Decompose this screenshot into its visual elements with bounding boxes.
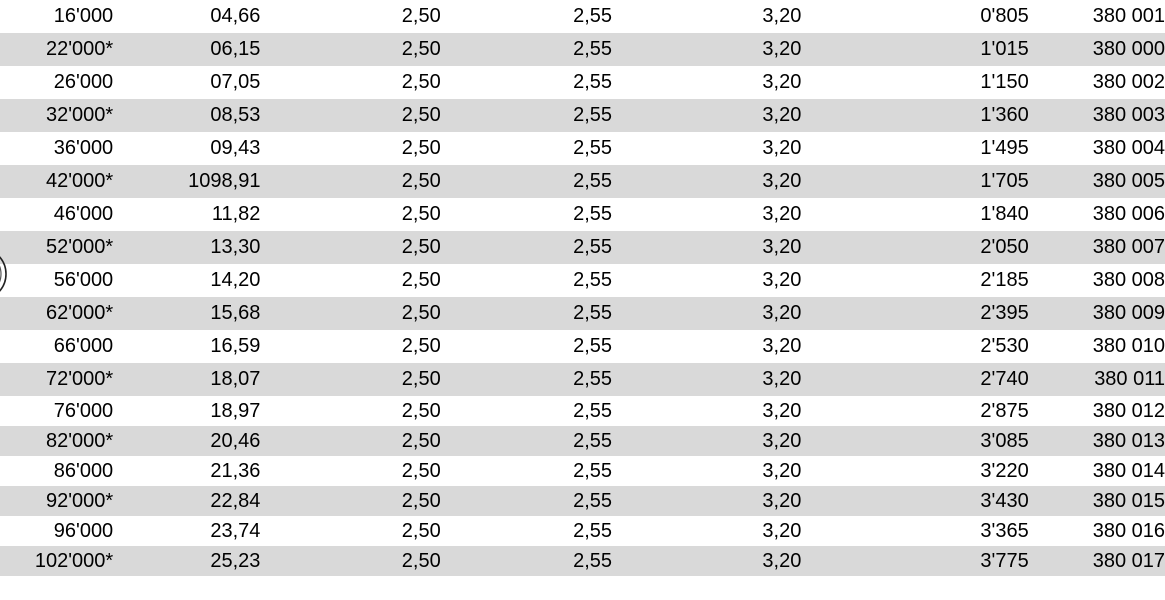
- table-row: [0, 33, 1165, 66]
- table-cell: 380 015: [1029, 486, 1165, 516]
- table-cell: 380 003: [1029, 99, 1165, 132]
- table-cell: 2,55: [441, 426, 612, 456]
- table-cell: 20,46: [113, 426, 260, 456]
- table-cell: 3,20: [612, 426, 801, 456]
- table-cell: 1'015: [801, 33, 1028, 66]
- table-row: [0, 456, 1165, 486]
- table-cell: 3,20: [612, 486, 801, 516]
- table-row: [0, 264, 1165, 297]
- table-cell: 32'000*: [0, 99, 113, 132]
- table-cell: 08,53: [113, 99, 260, 132]
- table-cell: 42'000*: [0, 165, 113, 198]
- table-cell: 2,55: [441, 297, 612, 330]
- table-row: [0, 330, 1165, 363]
- table-row: [0, 297, 1165, 330]
- table-cell: 2,55: [573, 5, 613, 27]
- table-cell: 1'495: [980, 137, 1029, 159]
- table-cell: 11,82: [211, 203, 261, 225]
- table-cell: 15,68: [113, 297, 260, 330]
- table-cell: 04,66: [210, 5, 261, 27]
- table-row: [0, 0, 1165, 33]
- table-cell: 2,50: [401, 5, 441, 27]
- table-cell: 3'775: [801, 546, 1028, 576]
- table-cell: 1'840: [980, 203, 1029, 225]
- table-cell: 92'000*: [0, 486, 113, 516]
- table-cell: 21,36: [210, 460, 261, 482]
- table-cell: 380 013: [1029, 426, 1165, 456]
- table-cell: 46'000: [53, 203, 114, 225]
- table-cell: 380 002: [1092, 71, 1165, 93]
- table-cell: 2'185: [980, 269, 1029, 291]
- table-cell: 3,20: [762, 5, 802, 27]
- table-cell: 380 006: [1092, 203, 1165, 225]
- table-cell: 2,50: [260, 546, 440, 576]
- table-row: [0, 486, 1165, 516]
- table-cell: 380 009: [1029, 297, 1165, 330]
- table-cell: 380 001: [1092, 5, 1165, 27]
- table-cell: 23,74: [210, 520, 261, 542]
- table-cell: 3,20: [762, 335, 802, 357]
- table-cell: 2'395: [801, 297, 1028, 330]
- table-cell: 102'000*: [0, 546, 113, 576]
- table-cell: 380 010: [1092, 335, 1165, 357]
- table-cell: 3,20: [762, 269, 802, 291]
- table-row: [0, 198, 1165, 231]
- table-cell: 2,50: [401, 269, 441, 291]
- table-cell: 22,84: [113, 486, 260, 516]
- table-cell: 13,30: [113, 231, 260, 264]
- table-cell: 2,55: [441, 33, 612, 66]
- table-cell: 3,20: [762, 137, 802, 159]
- table-cell: 2'050: [801, 231, 1028, 264]
- table-cell: 18,97: [210, 400, 261, 422]
- table-cell: 380 008: [1092, 269, 1165, 291]
- table-cell: 2,55: [441, 486, 612, 516]
- table-cell: 52'000*: [0, 231, 113, 264]
- table-cell: 18,07: [113, 363, 260, 396]
- table-cell: 2,50: [401, 460, 441, 482]
- table-cell: 2,50: [401, 137, 441, 159]
- table-cell: 3,20: [612, 33, 801, 66]
- table-cell: 16,59: [210, 335, 261, 357]
- table-cell: 3,20: [762, 203, 802, 225]
- table-cell: 380 007: [1029, 231, 1165, 264]
- table-cell: 96'000: [53, 520, 114, 542]
- table-cell: 2'740: [801, 363, 1028, 396]
- table-cell: 3,20: [612, 99, 801, 132]
- table-cell: 26'000: [53, 71, 114, 93]
- table-cell: 380 011: [1029, 363, 1165, 396]
- table-cell: 3,20: [612, 546, 801, 576]
- table-cell: 3,20: [762, 71, 802, 93]
- table-cell: 380 000: [1029, 33, 1165, 66]
- table-cell: 2,50: [260, 231, 440, 264]
- table-cell: 2,50: [401, 71, 441, 93]
- table-cell: 07,05: [210, 71, 261, 93]
- table-cell: 2,55: [573, 203, 613, 225]
- table-cell: 380 004: [1092, 137, 1165, 159]
- table-cell: 2,55: [441, 165, 612, 198]
- table-cell: 380 017: [1029, 546, 1165, 576]
- table-cell: 1'360: [801, 99, 1028, 132]
- table-cell: 2,55: [573, 269, 613, 291]
- table-cell: 3,20: [762, 520, 802, 542]
- table-row: [0, 516, 1165, 546]
- table-cell: 2,55: [441, 231, 612, 264]
- table-cell: 2,50: [401, 400, 441, 422]
- table-cell: 2,50: [401, 335, 441, 357]
- table-cell: 2,55: [573, 400, 613, 422]
- table-cell: 3,20: [612, 165, 801, 198]
- table-cell: 72'000*: [0, 363, 113, 396]
- table-cell: 2'530: [980, 335, 1029, 357]
- table-cell: 56'000: [53, 269, 114, 291]
- table-cell: 66'000: [53, 335, 114, 357]
- table-cell: 22'000*: [0, 33, 113, 66]
- table-cell: 2,55: [573, 335, 613, 357]
- table-cell: 2,55: [441, 363, 612, 396]
- table-cell: 2,55: [573, 460, 613, 482]
- table-cell: 3,20: [762, 400, 802, 422]
- table-cell: 09,43: [210, 137, 261, 159]
- table-cell: 2,55: [573, 520, 613, 542]
- table-cell: 2,50: [260, 297, 440, 330]
- table-row: [0, 426, 1165, 456]
- table-cell: 2,50: [260, 363, 440, 396]
- table-cell: 2,55: [573, 71, 613, 93]
- table-cell: 2,55: [441, 546, 612, 576]
- table-cell: 2,50: [260, 99, 440, 132]
- table-cell: 3,20: [612, 231, 801, 264]
- table-cell: 3'430: [801, 486, 1028, 516]
- table-cell: 36'000: [53, 137, 114, 159]
- table-row: [0, 66, 1165, 99]
- table-cell: 3'085: [801, 426, 1028, 456]
- table-cell: 82'000*: [0, 426, 113, 456]
- table-cell: 0'805: [980, 5, 1029, 27]
- table-cell: 2,55: [441, 99, 612, 132]
- table-cell: 86'000: [53, 460, 114, 482]
- table-cell: 76'000: [53, 400, 114, 422]
- table-cell: 25,23: [113, 546, 260, 576]
- table-cell: 2'875: [980, 400, 1029, 422]
- table-cell: 06,15: [113, 33, 260, 66]
- table-cell: 3'220: [980, 460, 1029, 482]
- table-cell: 3,20: [612, 363, 801, 396]
- table-cell: 2,50: [260, 486, 440, 516]
- table-row: [0, 396, 1165, 426]
- table-row: [0, 132, 1165, 165]
- table-cell: 1098,91: [113, 165, 260, 198]
- table-row: [0, 165, 1165, 198]
- table-cell: 380 012: [1092, 400, 1165, 422]
- table-cell: 3,20: [762, 460, 802, 482]
- table-row: [0, 363, 1165, 396]
- table-cell: 380 005: [1029, 165, 1165, 198]
- table-row: [0, 99, 1165, 132]
- table-cell: 16'000: [53, 5, 114, 27]
- table-cell: 2,50: [260, 165, 440, 198]
- table-cell: 1'705: [801, 165, 1028, 198]
- table-row: [0, 546, 1165, 576]
- table-cell: 2,50: [401, 520, 441, 542]
- table-cell: 2,55: [573, 137, 613, 159]
- table-cell: 3,20: [612, 297, 801, 330]
- table-cell: 380 016: [1092, 520, 1165, 542]
- table-cell: 380 014: [1092, 460, 1165, 482]
- table-cell: 3'365: [980, 520, 1029, 542]
- table-cell: 62'000*: [0, 297, 113, 330]
- table-row: [0, 231, 1165, 264]
- table-cell: 2,50: [401, 203, 441, 225]
- table-cell: 1'150: [980, 71, 1029, 93]
- table-cell: 2,50: [260, 33, 440, 66]
- table-cell: 2,50: [260, 426, 440, 456]
- table-cell: 14,20: [210, 269, 261, 291]
